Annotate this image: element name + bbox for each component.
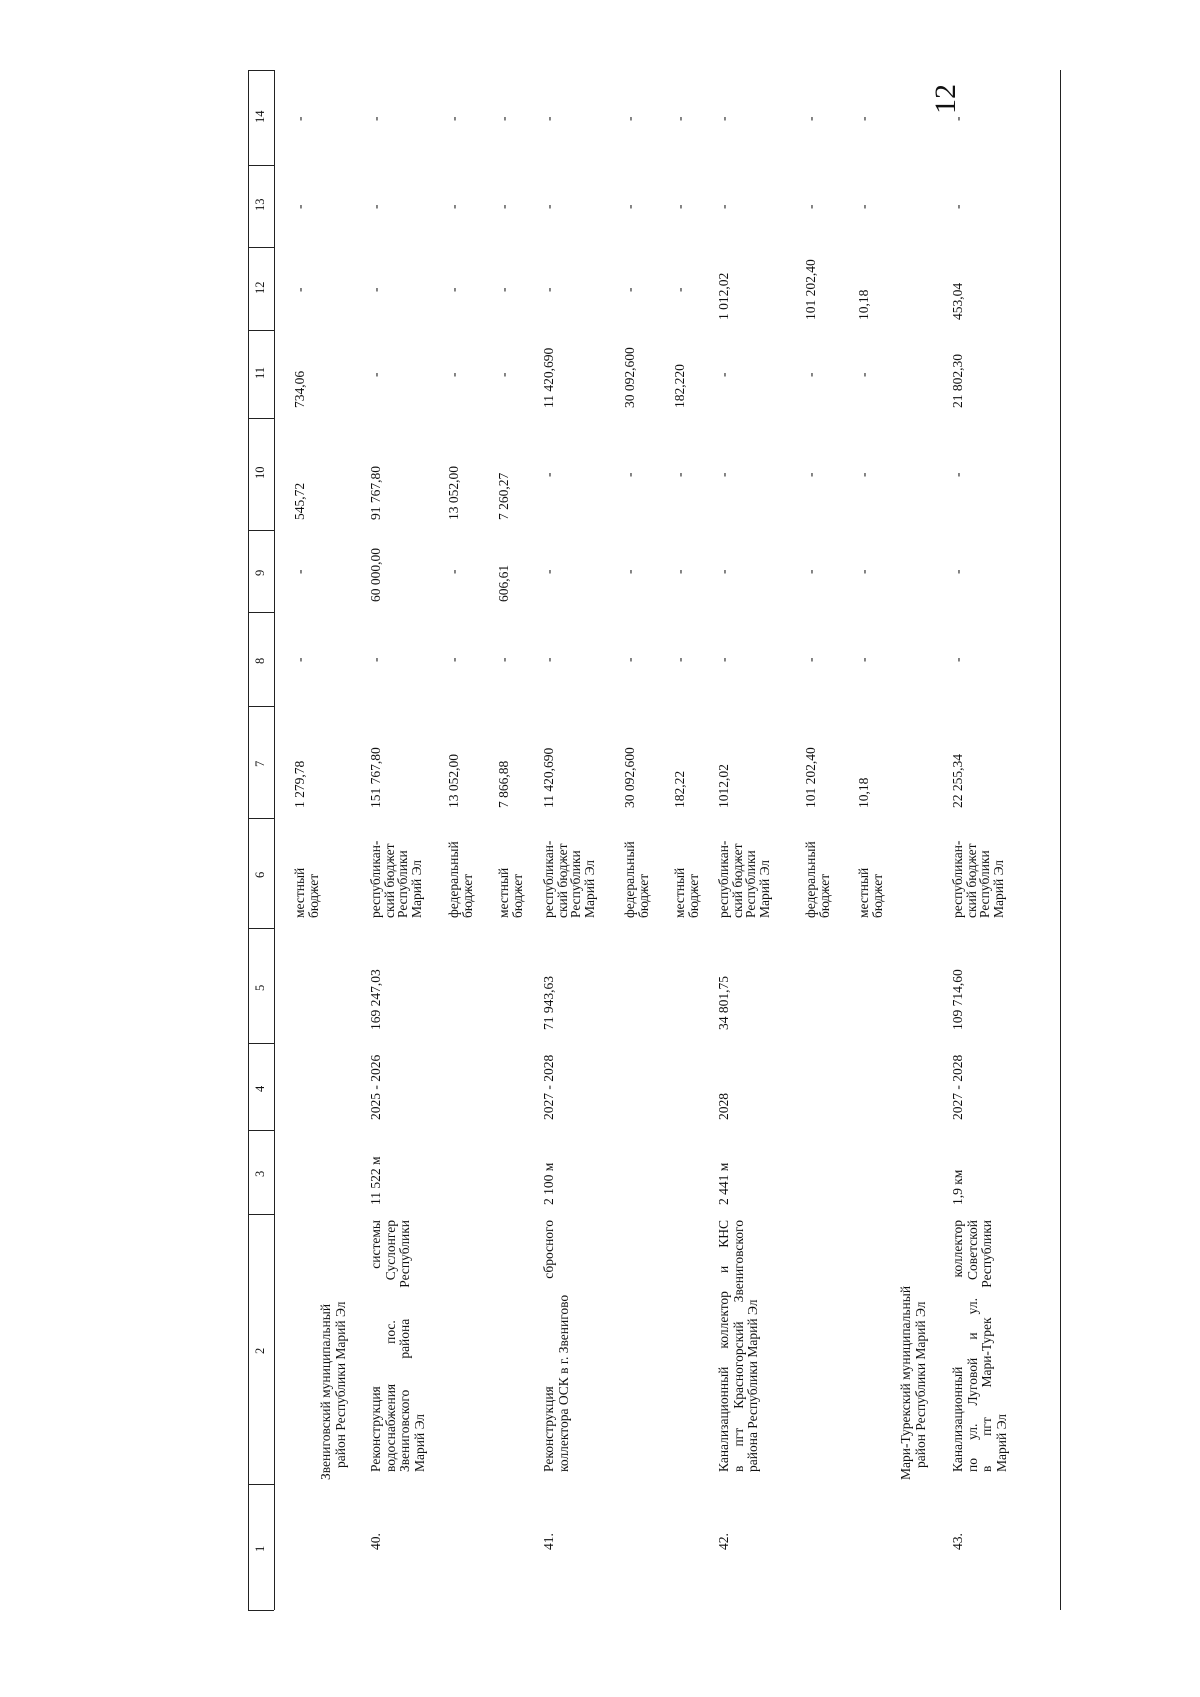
column-divider-8 xyxy=(248,612,274,613)
amount-cell: 606,61 xyxy=(496,564,511,602)
capacity-cell: 2 441 м xyxy=(716,1162,731,1205)
budget-source-line: республикан- xyxy=(368,840,383,918)
budget-source-line: федеральный xyxy=(446,841,461,918)
empty-dash: - xyxy=(541,204,556,209)
column-divider-0 xyxy=(248,1610,274,1611)
years-cell: 2028 xyxy=(716,1093,731,1120)
column-header-10: 10 xyxy=(253,466,267,479)
empty-dash: - xyxy=(446,287,461,292)
table-left-border xyxy=(248,70,249,1610)
total-cost-cell: 71 943,63 xyxy=(541,976,556,1030)
column-divider-2 xyxy=(248,1214,274,1215)
empty-dash: - xyxy=(672,287,687,292)
empty-dash: - xyxy=(368,657,383,662)
budget-source-line: республикан- xyxy=(541,840,556,918)
empty-dash: - xyxy=(446,204,461,209)
column-header-1: 1 xyxy=(253,1545,267,1552)
column-header-6: 6 xyxy=(253,871,267,878)
column-divider-1 xyxy=(248,1484,274,1485)
object-name-line: района Республики Марий Эл xyxy=(745,1299,760,1472)
budget-source-line: ский бюджет xyxy=(381,843,397,918)
budget-source-line: бюджет xyxy=(305,873,321,918)
column-divider-10 xyxy=(248,418,274,419)
budget-source-line: бюджет xyxy=(509,873,525,918)
empty-dash: - xyxy=(716,116,731,121)
empty-dash: - xyxy=(950,657,965,662)
empty-dash: - xyxy=(672,472,687,477)
empty-dash: - xyxy=(803,204,818,209)
amount-cell: 10,18 xyxy=(856,289,871,320)
amount-cell: 60 000,00 xyxy=(368,548,383,602)
budget-source-line: федеральный xyxy=(622,841,637,918)
empty-dash: - xyxy=(950,472,965,477)
empty-dash: - xyxy=(368,372,383,377)
budget-source-line: бюджет xyxy=(685,873,701,918)
empty-dash: - xyxy=(803,657,818,662)
amount-cell: 30 092,600 xyxy=(622,347,637,408)
budget-source-line: ский бюджет xyxy=(729,843,745,918)
empty-dash: - xyxy=(446,372,461,377)
empty-dash: - xyxy=(856,204,871,209)
column-header-12: 12 xyxy=(253,281,267,294)
empty-dash: - xyxy=(672,657,687,662)
empty-dash: - xyxy=(856,472,871,477)
object-name-line: Канализационный коллектор и КНС xyxy=(716,1220,731,1472)
empty-dash: - xyxy=(292,287,307,292)
empty-dash: - xyxy=(622,657,637,662)
column-divider-4 xyxy=(248,1043,274,1044)
column-divider-9 xyxy=(248,530,274,531)
empty-dash: - xyxy=(292,116,307,121)
budget-source-line: бюджет xyxy=(816,873,832,918)
empty-dash: - xyxy=(622,116,637,121)
column-divider-12 xyxy=(248,247,274,248)
amount-cell: 10,18 xyxy=(856,777,871,808)
row-number: 41. xyxy=(541,1533,556,1550)
empty-dash: - xyxy=(541,472,556,477)
column-header-11: 11 xyxy=(253,366,267,379)
budget-source-line: Марий Эл xyxy=(756,859,772,918)
empty-dash: - xyxy=(292,569,307,574)
empty-dash: - xyxy=(368,116,383,121)
budget-source-line: бюджет xyxy=(459,873,475,918)
budget-source-line: бюджет xyxy=(635,873,651,918)
column-divider-14 xyxy=(248,70,274,71)
amount-cell: 101 202,40 xyxy=(803,747,818,808)
amount-cell: 11 420,690 xyxy=(541,747,556,808)
empty-dash: - xyxy=(716,204,731,209)
empty-dash: - xyxy=(496,372,511,377)
amount-cell: 11 420,690 xyxy=(541,347,556,408)
column-divider-5 xyxy=(248,928,274,929)
empty-dash: - xyxy=(672,116,687,121)
budget-source-line: федеральный xyxy=(803,841,818,918)
object-name-line: в пгт Красногорский Звениговского xyxy=(730,1220,746,1472)
empty-dash: - xyxy=(803,116,818,121)
column-header-14: 14 xyxy=(253,110,267,123)
object-name-line: Марий Эл xyxy=(993,1413,1009,1472)
empty-dash: - xyxy=(950,569,965,574)
capacity-cell: 11 522 м xyxy=(368,1156,383,1205)
table-right-border xyxy=(1060,70,1061,1610)
group-title-line: Звениговский муниципальный xyxy=(318,1303,333,1480)
object-name-line: Звениговского района Республики xyxy=(397,1220,412,1472)
empty-dash: - xyxy=(541,657,556,662)
column-header-7: 7 xyxy=(253,760,267,767)
column-header-2: 2 xyxy=(253,1347,267,1354)
group-title-line: Мари-Турекский муниципальный xyxy=(898,1285,913,1480)
empty-dash: - xyxy=(446,569,461,574)
amount-cell: 7 260,27 xyxy=(496,472,511,520)
empty-dash: - xyxy=(541,569,556,574)
empty-dash: - xyxy=(292,204,307,209)
years-cell: 2027 - 2028 xyxy=(541,1054,556,1120)
column-header-4: 4 xyxy=(253,1085,267,1092)
empty-dash: - xyxy=(856,372,871,377)
empty-dash: - xyxy=(950,204,965,209)
budget-source-line: местный xyxy=(672,867,687,918)
empty-dash: - xyxy=(856,569,871,574)
budget-source-line: Республики xyxy=(395,850,410,918)
column-divider-6 xyxy=(248,818,274,819)
amount-cell: 13 052,00 xyxy=(446,754,461,808)
empty-dash: - xyxy=(446,657,461,662)
empty-dash: - xyxy=(368,287,383,292)
column-divider-3 xyxy=(248,1130,274,1131)
amount-cell: 1 012,02 xyxy=(716,272,731,320)
object-name-line: Канализационный коллектор xyxy=(950,1220,965,1472)
object-name-line: Реконструкция сбросного xyxy=(541,1220,556,1472)
column-divider-11 xyxy=(248,330,274,331)
budget-source-line: ский бюджет xyxy=(963,843,979,918)
empty-dash: - xyxy=(672,204,687,209)
amount-cell: 13 052,00 xyxy=(446,466,461,520)
capacity-cell: 2 100 м xyxy=(541,1162,556,1205)
column-header-3: 3 xyxy=(253,1170,267,1177)
empty-dash: - xyxy=(716,569,731,574)
empty-dash: - xyxy=(622,569,637,574)
budget-source-line: Республики xyxy=(977,850,992,918)
empty-dash: - xyxy=(716,657,731,662)
row-number: 40. xyxy=(368,1533,383,1550)
column-header-5: 5 xyxy=(253,984,267,991)
column-header-13: 13 xyxy=(253,198,267,211)
object-name-line: водоснабжения пос. Суслонгер xyxy=(382,1220,398,1472)
amount-cell: 182,220 xyxy=(672,364,687,408)
budget-source-line: ский бюджет xyxy=(554,843,570,918)
empty-dash: - xyxy=(622,204,637,209)
budget-source-line: Марий Эл xyxy=(581,859,597,918)
empty-dash: - xyxy=(496,657,511,662)
total-cost-cell: 169 247,03 xyxy=(368,969,383,1030)
amount-cell: 7 866,88 xyxy=(496,760,511,808)
budget-source-line: местный xyxy=(292,867,307,918)
amount-cell: 22 255,34 xyxy=(950,754,965,808)
amount-cell: 30 092,600 xyxy=(622,747,637,808)
empty-dash: - xyxy=(292,657,307,662)
empty-dash: - xyxy=(803,472,818,477)
years-cell: 2027 - 2028 xyxy=(950,1054,965,1120)
empty-dash: - xyxy=(496,116,511,121)
amount-cell: 734,06 xyxy=(292,370,307,408)
amount-cell: 101 202,40 xyxy=(803,259,818,320)
amount-cell: 545,72 xyxy=(292,482,307,520)
amount-cell: 151 767,80 xyxy=(368,747,383,808)
budget-source-line: бюджет xyxy=(869,873,885,918)
budget-source-line: республикан- xyxy=(950,840,965,918)
amount-cell: 1 279,78 xyxy=(292,760,307,808)
row-number: 43. xyxy=(950,1533,965,1550)
group-title-line: район Республики Марий Эл xyxy=(913,1301,928,1468)
years-cell: 2025 - 2026 xyxy=(368,1054,383,1120)
row-number: 42. xyxy=(716,1533,731,1550)
empty-dash: - xyxy=(622,472,637,477)
budget-source-line: местный xyxy=(496,867,511,918)
empty-dash: - xyxy=(541,116,556,121)
empty-dash: - xyxy=(368,204,383,209)
empty-dash: - xyxy=(541,287,556,292)
object-name-line: в пгт Мари-Турек Республики xyxy=(979,1220,994,1472)
capacity-cell: 1,9 км xyxy=(950,1169,965,1205)
empty-dash: - xyxy=(803,372,818,377)
page-number: 12 xyxy=(929,84,962,114)
column-divider-7 xyxy=(248,706,274,707)
object-name-line: Марий Эл xyxy=(411,1413,427,1472)
amount-cell: 182,22 xyxy=(672,770,687,808)
budget-source-line: Республики xyxy=(743,850,758,918)
column-header-8: 8 xyxy=(253,657,267,664)
total-cost-cell: 109 714,60 xyxy=(950,969,965,1030)
header-row-border xyxy=(274,70,275,1610)
empty-dash: - xyxy=(496,287,511,292)
budget-source-line: республикан- xyxy=(716,840,731,918)
amount-cell: 21 802,30 xyxy=(950,354,965,408)
object-name-line: по ул. Луговой и ул. Советской xyxy=(964,1220,980,1472)
empty-dash: - xyxy=(672,569,687,574)
empty-dash: - xyxy=(622,287,637,292)
empty-dash: - xyxy=(716,372,731,377)
total-cost-cell: 34 801,75 xyxy=(716,976,731,1030)
object-name-line: коллектора ОСК в г. Звенигово xyxy=(555,1294,571,1472)
empty-dash: - xyxy=(803,569,818,574)
empty-dash: - xyxy=(856,116,871,121)
empty-dash: - xyxy=(446,116,461,121)
column-divider-13 xyxy=(248,165,274,166)
budget-source-line: Марий Эл xyxy=(408,859,424,918)
budget-source-line: местный xyxy=(856,867,871,918)
amount-cell: 91 767,80 xyxy=(368,466,383,520)
empty-dash: - xyxy=(716,472,731,477)
empty-dash: - xyxy=(496,204,511,209)
amount-cell: 1012,02 xyxy=(716,764,731,808)
empty-dash: - xyxy=(856,657,871,662)
budget-source-line: Республики xyxy=(568,850,583,918)
amount-cell: 453,04 xyxy=(950,282,965,320)
column-header-9: 9 xyxy=(253,569,267,576)
object-name-line: Реконструкция системы xyxy=(368,1220,383,1472)
budget-source-line: Марий Эл xyxy=(990,859,1006,918)
empty-dash: - xyxy=(950,116,965,121)
group-title-line: район Республики Марий Эл xyxy=(333,1301,348,1468)
